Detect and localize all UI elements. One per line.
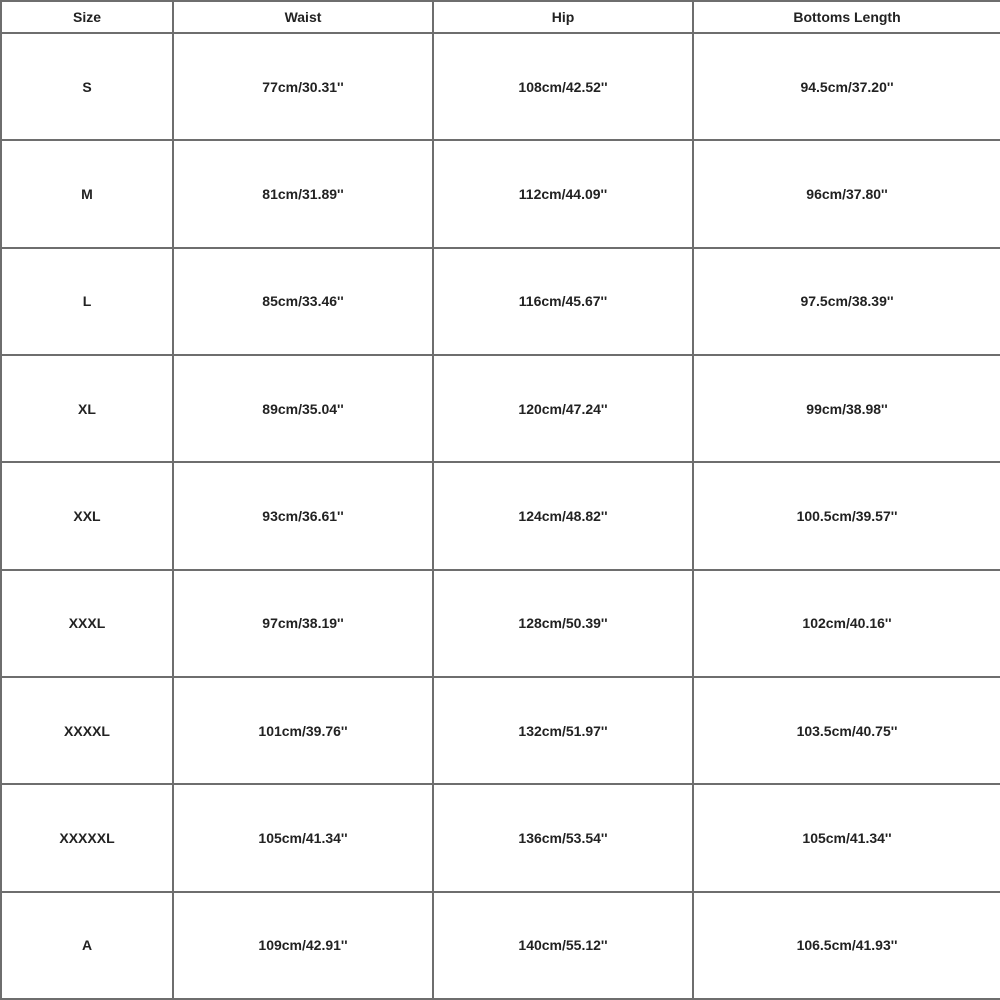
cell-waist: 105cm/41.34'' [173,784,433,891]
cell-hip: 112cm/44.09'' [433,140,693,247]
cell-bottoms-length: 96cm/37.80'' [693,140,1000,247]
cell-hip: 116cm/45.67'' [433,248,693,355]
header-size: Size [1,1,173,33]
cell-hip: 132cm/51.97'' [433,677,693,784]
table-row [1,462,1000,569]
table-row [1,248,1000,355]
table-row [1,784,1000,891]
cell-bottoms-length: 99cm/38.98'' [693,355,1000,462]
cell-size: M [1,140,173,247]
cell-waist: 93cm/36.61'' [173,462,433,569]
cell-bottoms-length: 97.5cm/38.39'' [693,248,1000,355]
cell-waist: 97cm/38.19'' [173,570,433,677]
cell-bottoms-length: 106.5cm/41.93'' [693,892,1000,999]
header-row [1,1,1000,33]
table-row [1,677,1000,784]
cell-size: XXXXL [1,677,173,784]
table-row [1,892,1000,999]
cell-bottoms-length: 100.5cm/39.57'' [693,462,1000,569]
table-row [1,355,1000,462]
table-row [1,33,1000,140]
cell-bottoms-length: 94.5cm/37.20'' [693,33,1000,140]
header-bottoms-length: Bottoms Length [693,1,1000,33]
table-row [1,140,1000,247]
cell-size: A [1,892,173,999]
cell-hip: 124cm/48.82'' [433,462,693,569]
cell-hip: 128cm/50.39'' [433,570,693,677]
header-hip: Hip [433,1,693,33]
cell-hip: 140cm/55.12'' [433,892,693,999]
cell-hip: 108cm/42.52'' [433,33,693,140]
cell-waist: 85cm/33.46'' [173,248,433,355]
cell-size: XXXL [1,570,173,677]
cell-size: XXL [1,462,173,569]
table-row [1,570,1000,677]
table-header [1,1,1000,33]
cell-waist: 81cm/31.89'' [173,140,433,247]
cell-waist: 101cm/39.76'' [173,677,433,784]
cell-bottoms-length: 105cm/41.34'' [693,784,1000,891]
cell-waist: 77cm/30.31'' [173,33,433,140]
cell-waist: 89cm/35.04'' [173,355,433,462]
table-body [1,33,1000,999]
cell-bottoms-length: 102cm/40.16'' [693,570,1000,677]
cell-hip: 120cm/47.24'' [433,355,693,462]
header-waist: Waist [173,1,433,33]
cell-size: XL [1,355,173,462]
cell-size: S [1,33,173,140]
cell-hip: 136cm/53.54'' [433,784,693,891]
cell-bottoms-length: 103.5cm/40.75'' [693,677,1000,784]
cell-size: XXXXXL [1,784,173,891]
cell-waist: 109cm/42.91'' [173,892,433,999]
cell-size: L [1,248,173,355]
